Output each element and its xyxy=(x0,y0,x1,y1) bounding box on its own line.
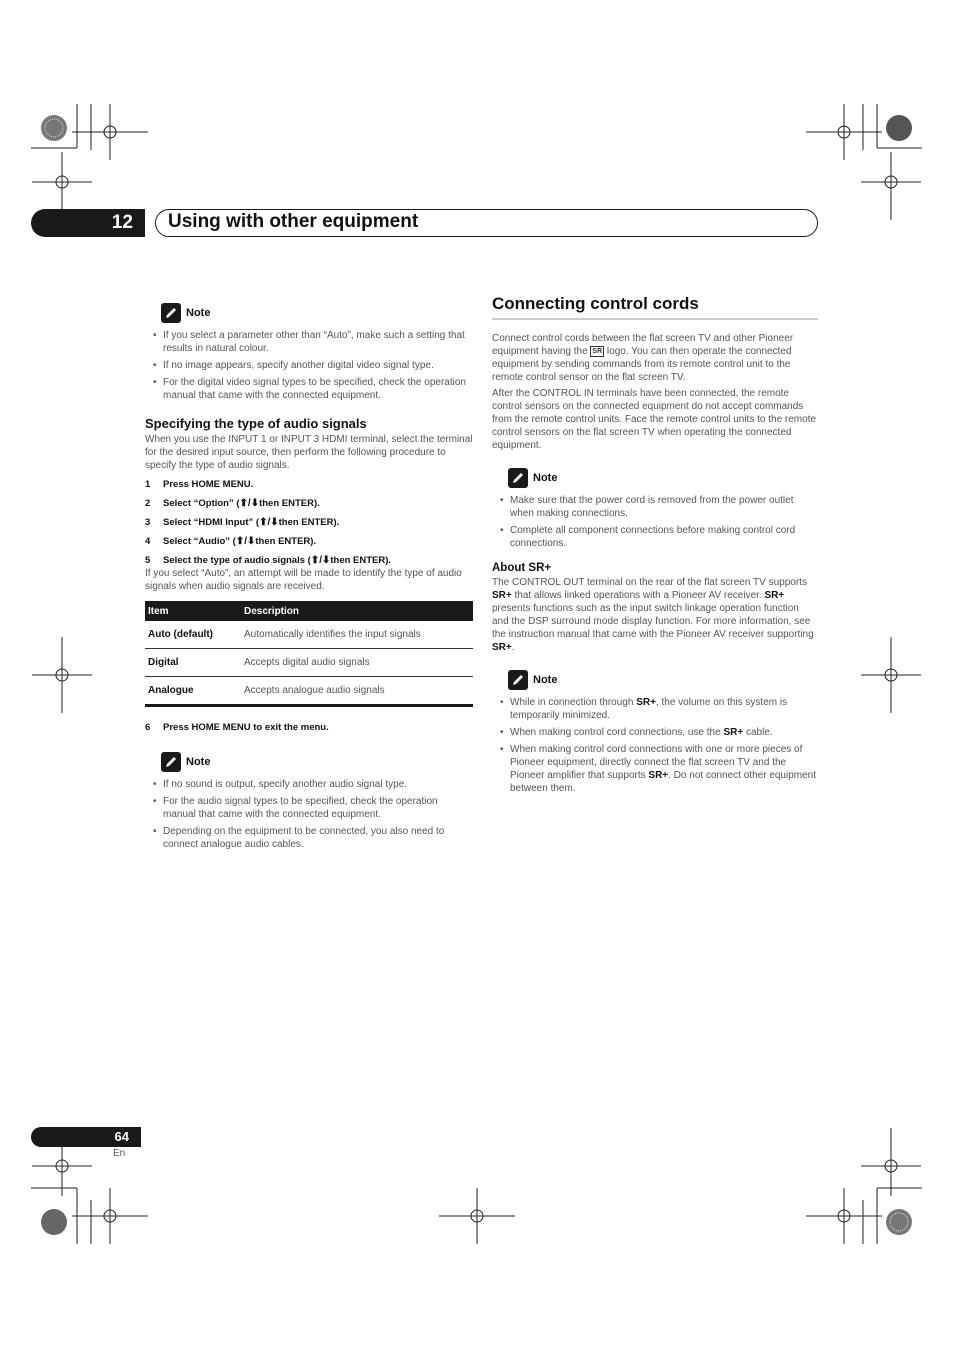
step-5: 5 Select the type of audio signals ( ⬆/⬇ then ENTER). xyxy=(145,555,392,566)
section-heading: Connecting control cords xyxy=(492,294,818,320)
note-list xyxy=(492,494,818,550)
pencil-note-icon xyxy=(161,303,181,323)
list-item: • If no sound is output, specify another audio signal type. xyxy=(145,778,473,791)
table-cell: Digital xyxy=(145,649,241,677)
table-row xyxy=(145,649,473,677)
list-item: • When making control cord connections with one or more pieces of Pioneer equipment, directly connect the flat screen TV and the Pioneer amplifier that supports SR+. Do not connect other equipment between them. xyxy=(492,743,818,795)
note-list xyxy=(145,778,473,851)
pencil-note-icon xyxy=(508,670,528,690)
right-column xyxy=(492,294,818,799)
note-header xyxy=(161,752,473,772)
table-row xyxy=(145,621,473,649)
list-item: • Depending on the equipment to be connected, you also need to connect analogue audio cables. xyxy=(145,825,473,851)
table-cell: Analogue xyxy=(145,677,241,706)
chapter-title: Using with other equipment xyxy=(168,211,419,232)
up-down-arrow-icon: ⬆/⬇ xyxy=(310,555,331,566)
note-label: Note xyxy=(186,756,211,768)
page-number-tab xyxy=(31,1127,141,1147)
list-item: • If you select a parameter other than “Auto”, make such a setting that results in natural colour. xyxy=(145,329,473,355)
note-header xyxy=(161,303,473,323)
step-1: 1 Press HOME MENU. xyxy=(145,479,254,490)
control-in-paragraph: After the CONTROL IN terminals have been connected, the remote control sensors on the connected equipment do not accept commands from the remote control units. Face the remote control units to the remote control sensors on the flat screen TV when operating the connected equipment. xyxy=(492,388,817,451)
page-number: 64 xyxy=(114,1129,129,1144)
pencil-note-icon xyxy=(508,468,528,488)
note-label: Note xyxy=(186,307,211,319)
table-cell: Auto (default) xyxy=(145,621,241,649)
about-sr-paragraph: The CONTROL OUT terminal on the rear of the flat screen TV supports SR+ that allows linked operations with a Pioneer AV receiver. SR+ presents functions such as the input switch linkage operation function and the DSP surround mode display function. For more information, see the instruction manual that came with the Pioneer AV receiver supporting SR+. xyxy=(492,577,814,653)
chapter-number: 12 xyxy=(31,209,145,237)
table-cell: Accepts analogue audio signals xyxy=(241,677,473,706)
note-header xyxy=(508,670,818,690)
list-item: • If no image appears, specify another digital video signal type. xyxy=(145,359,473,372)
up-down-arrow-icon: ⬆/⬇ xyxy=(235,536,256,547)
audio-signal-table xyxy=(145,601,473,707)
list-item: • When making control cord connections, use the SR+ cable. xyxy=(492,726,818,739)
left-column xyxy=(145,303,473,855)
up-down-arrow-icon: ⬆/⬇ xyxy=(239,498,260,509)
section-heading: Specifying the type of audio signals xyxy=(145,416,367,431)
note-label: Note xyxy=(533,472,558,484)
list-item: • For the audio signal types to be specified, check the operation manual that came with the connected equipment. xyxy=(145,795,473,821)
step-2: 2 Select “Option” ( ⬆/⬇ then ENTER). xyxy=(145,498,320,509)
table-row xyxy=(145,677,473,706)
up-down-arrow-icon: ⬆/⬇ xyxy=(259,517,279,528)
step-5-note: If you select “Auto”, an attempt will be made to identify the type of audio signals when audio signals are received. xyxy=(145,568,462,592)
note-list xyxy=(145,329,473,402)
list-item: • While in connection through SR+, the volume on this system is temporarily minimized. xyxy=(492,696,818,722)
intro-paragraph: When you use the INPUT 1 or INPUT 3 HDMI terminal, select the terminal for the desired input source, then perform the following procedure to specify the type of audio signals. xyxy=(145,434,473,471)
list-item: • Complete all component connections before making control cord connections. xyxy=(492,524,818,550)
table-cell: Accepts digital audio signals xyxy=(241,649,473,677)
list-item: • Make sure that the power cord is removed from the power outlet when making connections. xyxy=(492,494,818,520)
table-header-row xyxy=(145,601,473,621)
table-cell: Automatically identifies the input signals xyxy=(241,621,473,649)
table-header: Item xyxy=(145,601,241,621)
connect-paragraph: Connect control cords between the flat screen TV and other Pioneer equipment having the SR logo. You can then operate the connected equipment by sending commands from its remote control unit to the remote control sensor on the flat screen TV. xyxy=(492,333,794,383)
note-label: Note xyxy=(533,674,558,686)
step-3: 3 Select “HDMI Input” ( ⬆/⬇ then ENTER). xyxy=(145,517,340,528)
about-sr-heading: About SR+ xyxy=(492,562,552,574)
pencil-note-icon xyxy=(161,752,181,772)
table-header: Description xyxy=(241,601,473,621)
note-list xyxy=(492,696,818,795)
sr-logo-icon: SR xyxy=(592,347,603,355)
step-6: 6 Press HOME MENU to exit the menu. xyxy=(145,722,329,733)
step-4: 4 Select “Audio” ( ⬆/⬇ then ENTER). xyxy=(145,536,317,547)
list-item: • For the digital video signal types to be specified, check the operation manual that came with the connected equipment. xyxy=(145,376,473,402)
page-language: En xyxy=(113,1148,126,1159)
note-header xyxy=(508,468,818,488)
